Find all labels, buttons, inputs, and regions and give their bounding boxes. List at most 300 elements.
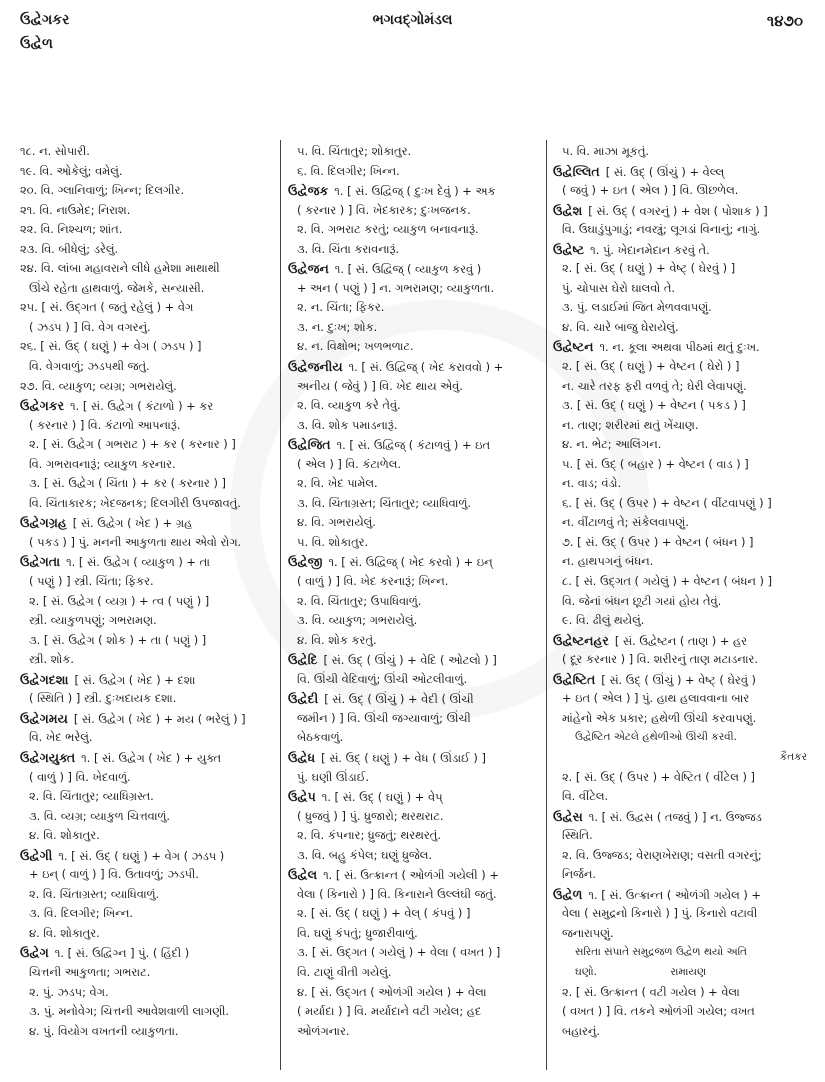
definition-text: ચિત્તની આકુળતા; ગભરાટ.: [29, 964, 151, 979]
headword: ઉદ્વેજી: [288, 554, 323, 570]
definition-text: પું. ચોપાસ ઘેરો ઘાલવો તે.: [562, 280, 675, 295]
definition-text: વિ. ઊંચી વેદિવાળું; ઊંચી ઓટલીવાળું.: [297, 671, 468, 686]
definition-text: ૧. [ સં. ઉદ્વિજ્ ( ખેદ કરાવવો ) +: [348, 360, 504, 375]
definition-text: નિર્જન.: [562, 867, 596, 882]
definition-text: વિ. ગભરાવનારૂં; વ્યાકુળ કરનાર.: [29, 456, 176, 471]
entry-line: [20, 259, 278, 279]
definition-text: + ઇત ( એલ ) ] પું. હાથ હલાવવાના બાર: [562, 691, 750, 706]
definition-text: ૨. પું. ઝડપ; વેગ.: [29, 984, 109, 999]
definition-text: ન. વીંટાળવું તે; સંકેલવાપણું.: [562, 515, 689, 530]
definition-text: ઉદ્વેષ્ટિત એટલે હથેળીઓ ઊંચી કરવી.: [575, 731, 738, 744]
entry-line: [288, 611, 546, 631]
definition-text: ૨. [ સં. ઉદ્ ( ઘણું ) + વેલ્ ( કંપવું ) ]: [297, 906, 471, 921]
entry-line: [288, 592, 546, 612]
entry-line: [553, 807, 811, 827]
entry-line: [553, 592, 811, 612]
definition-text: ૨. [ સં. ઉદ્ ( ઘણું ) + વેષ્ટ્ ( ઘેરવું ) ]: [562, 261, 736, 276]
definition-text: ૩. વિ. વ્યગ્ર; વ્યાકુળ ચિત્તવાળું.: [29, 808, 171, 823]
quotation-line: [553, 943, 811, 963]
quotation-source: [553, 748, 811, 768]
definition-text: પું. ઘણી ઊંડાઈ.: [297, 769, 370, 784]
entry-line: [288, 201, 546, 221]
entry-line: [553, 416, 811, 436]
entry-line: [288, 924, 546, 944]
headword: ઉદ્વેગ: [20, 945, 49, 961]
entry-line: [20, 162, 278, 182]
entry-line: [20, 846, 278, 866]
definition-text: ૩. [ સં. ઉદ્વેગ ( શોક ) + તા ( પણું ) ]: [29, 632, 207, 647]
entry-line: [288, 533, 546, 553]
definition-text: ૨. [ સં. ઉત્ક્રાન્ત ( વટી ગયેલ ) + વેલા: [562, 984, 740, 999]
entry-line: [20, 435, 278, 455]
first-guide-word: ઉદ્વેગકર: [20, 12, 70, 28]
headword: ઉદ્વેષ્ટિત: [553, 671, 596, 687]
headword: ઉદ્વેષ્ટ: [553, 241, 585, 257]
definition-text: ( વાળું ) ] વિ. ખેદ કરનારૂં; ખિન્ન.: [297, 574, 449, 589]
entry-line: [553, 631, 811, 651]
definition-text: [ સં. ઉદ્વેગ ( ખેદ ) + ગ્રહ: [72, 516, 193, 531]
definition-text: વિ. જેનાં બંધન છૂટી ગયાં હોય તેવું.: [562, 593, 722, 608]
headword: ઉદ્વેસ: [553, 808, 583, 824]
definition-text: ૩. પું. લડાઈમાં જિત મેળવવાપણું.: [562, 300, 712, 315]
entry-line: [20, 474, 278, 494]
definition-text: ૫. [ સં. ઉદ્ ( બહાર ) + વેષ્ટન ( વાડ ) ]: [562, 456, 749, 471]
entry-line: [553, 1002, 811, 1022]
entry-line: [553, 885, 811, 905]
definition-text: ૪. વિ. ચારે બાજુ ઘેરાયેલું.: [562, 319, 679, 334]
entry-line: [288, 377, 546, 397]
entry-line: [553, 533, 811, 553]
entry-line: [20, 416, 278, 436]
definition-text: ૧. [ સં. ઉદ્વેગ ( કંટાળો ) + કર: [70, 399, 214, 414]
entry-line: [20, 865, 278, 885]
definition-text: સરિતા સંપાતે સમુદ્રજળ ઉદ્વેળ થયો અતિ: [575, 946, 747, 959]
definition-text: ૪. [ સં. ઉદ્ગત ( ઓળંગી ગયેલ ) + વેલા: [297, 984, 487, 999]
definition-text: વિ. ખેદ ભરેલું.: [29, 730, 93, 745]
definition-text: વિ. ઉઘાડુંપુગાડું; નવસ્ત્રું; લૂગડાં વિનાનું; નાગું.: [562, 222, 761, 237]
entry-line: [20, 1002, 278, 1022]
column-1: [20, 142, 278, 1041]
definition-text: ઓળંગનાર.: [297, 1023, 350, 1038]
entry-line: [553, 650, 811, 670]
definition-text: ૧. [ સં. ઉદ્વિજ્ ( દુઃખ દેવું ) + અક: [334, 184, 496, 199]
definition-text: ૨૨. વિ. નિશ્ચળ; શાંત.: [20, 222, 123, 237]
entry-line: [288, 298, 546, 318]
entry-line: [288, 396, 546, 416]
definition-text: ૧. [ સં. ઉદ્ ( ઘણું ) + વેપ્: [321, 790, 443, 805]
entry-line: [20, 240, 278, 260]
entry-line: [20, 279, 278, 299]
entry-line: [288, 181, 546, 201]
definition-text: ૨. વિ. વ્યાકુળ કરે તેવું.: [297, 398, 401, 413]
entry-line: [553, 924, 811, 944]
definition-text: ( સ્થિતિ ) ] સ્ત્રી. દુઃખદાયક દશા.: [29, 691, 177, 706]
definition-text: ઊંચે રહેતા હાથવાળું. જેમકે, સન્યાસી.: [29, 280, 205, 295]
definition-text: ૩. વિ. બહુ કંપેલ; ઘણું ધ્રુજેલ.: [297, 847, 432, 862]
definition-text: ૪. ન. ભેટ; આલિંગન.: [562, 437, 662, 452]
headword: ઉદ્વેગગ્રહ: [20, 515, 67, 531]
entry-line: [553, 494, 811, 514]
entry-line: [288, 572, 546, 592]
entry-line: [553, 455, 811, 475]
entry-line: [553, 201, 811, 221]
definition-text: ૪. વિ. શોકાતુર.: [29, 828, 100, 843]
entry-line: [553, 787, 811, 807]
headword: ઉદ્વેજનીય: [288, 359, 343, 375]
definition-text: [ સં. ઉદ્ ( ઘણું ) + વેધ ( ઊંડાઈ ) ]: [321, 750, 486, 765]
definition-text: ૩. વિ. દિલગીર; ખિન્ન.: [29, 906, 133, 921]
entry-line: [288, 474, 546, 494]
definition-text: [ સં. ઉદ્વેષ્ટન ( તાણ ) + હર: [614, 633, 748, 648]
entry-line: [288, 650, 546, 670]
entry-line: [553, 904, 811, 924]
entry-line: [553, 552, 811, 572]
entry-line: [20, 768, 278, 788]
definition-text: ૮. [ સં. ઉદ્ગત ( ગયેલું ) + વેષ્ટન ( બંધન ) ]: [562, 574, 773, 589]
definition-text: ૨૦. વિ. ગ્લાનિવાળું; ખિન્ન; દિલગીર.: [20, 183, 185, 198]
headword: ઉદ્વેધ: [288, 749, 316, 765]
definition-text: વેલા ( સમુદ્રનો કિનારો ) ] પું. કિનારો વટાવી: [562, 906, 758, 921]
definition-text: ૬. [ સં. ઉદ્ ( ઉપર ) + વેષ્ટન ( વીંટવાપણું ) ]: [562, 495, 772, 510]
entry-line: [20, 494, 278, 514]
definition-text: ૩. ન. દુઃખ; શોક.: [297, 319, 378, 334]
column-divider: [280, 140, 281, 1070]
headword: ઉદ્વેદી: [288, 691, 319, 707]
definition-text: ૨. વિ. ચિંતાગ્રસ્ત; વ્યાધિવાળું.: [29, 886, 160, 901]
definition-text: [ સં. ઉદ્ ( ઊંચું ) + વેદિ ( ઓટલો ) ]: [323, 653, 497, 668]
definition-text: ૧૯. વિ. ઓકેલું; વમેલું.: [20, 163, 123, 178]
entry-line: [553, 318, 811, 338]
entry-line: [20, 142, 278, 162]
definition-text: ૭. [ સં. ઉદ્ ( ઉપર ) + વેષ્ટન ( બંધન ) ]: [562, 534, 754, 549]
definition-text: ૧. [ સં. ઉદ્વિજ્ ( વ્યાકુળ કરવું ): [334, 262, 482, 277]
definition-text: ૧. [ સં. ઉદ્વિગ્ન ] પું. ( હિંદી ): [54, 946, 190, 961]
entry-line: [20, 885, 278, 905]
entry-line: [288, 787, 546, 807]
definition-text: ૨. વિ. કંપનાર; ધ્રુજતું; થરથરતું.: [297, 828, 441, 843]
entry-line: [20, 650, 278, 670]
entry-line: [553, 337, 811, 357]
entry-line: [288, 220, 546, 240]
entry-line: [288, 259, 546, 279]
definition-text: ૪. વિ. ગભરાયેલું.: [297, 515, 376, 530]
definition-text: ૫. વિ. ચિંતાતુર; શોકાતુર.: [297, 144, 412, 158]
definition-text: ( દૂર કરનાર ) ] વિ. શરીરનું તાણ મટાડનાર.: [562, 652, 759, 667]
headword: ઉદ્વેગતા: [20, 554, 61, 570]
entry-line: [553, 611, 811, 631]
definition-text: ૪. ન. વિક્ષોભ; ખળભળાટ.: [297, 339, 414, 354]
entry-line: [20, 904, 278, 924]
entry-line: [288, 748, 546, 768]
definition-text: ૨. [ સં. ઉદ્ ( ઘણું ) + વેષ્ટન ( ઘેરો ) ]: [562, 359, 740, 374]
definition-text: ( વાળું ) ] વિ. ખેદવાળું.: [29, 769, 131, 784]
entry-line: [553, 240, 811, 260]
definition-text: [ સં. ઉદ્વેગ ( ખેદ ) + દશા: [74, 672, 196, 687]
headword: ઉદ્વેલ્લિત: [553, 163, 600, 179]
entry-line: [553, 220, 811, 240]
definition-text: ૧. પું. ખેદાનમેદાન કરવું તે.: [590, 242, 710, 257]
definition-text: ૨. [ સં. ઉદ્વેગ ( ગભરાટ ) + કર ( કરનાર ) ]: [29, 437, 236, 452]
entry-line: [553, 298, 811, 318]
definition-text: ૧. [ સં. ઉદ્વિજ્ ( ખેદ કરવો ) + ઇન્: [328, 555, 493, 570]
headword: ઉદ્વેગી: [20, 847, 53, 863]
definition-text: સ્ત્રી. વ્યાકુળપણું; ગભરામણ.: [29, 613, 157, 628]
definition-text: માંહેનો એક પ્રકાર; હથેળી ઊંચી કરવાપણું.: [562, 710, 757, 725]
entry-line: [288, 552, 546, 572]
definition-text: ( એલ ) ] વિ. કંટાળેલ.: [297, 456, 401, 471]
column-divider: [546, 140, 547, 1070]
entry-line: [553, 768, 811, 788]
entry-line: [553, 513, 811, 533]
definition-text: ૯. વિ. ઢીલું થયેલું.: [562, 613, 645, 628]
entry-line: [20, 318, 278, 338]
definition-text: + ઇન્ ( વાળું ) ] વિ. ઉતાવળું; ઝડપી.: [29, 867, 199, 882]
definition-text: ૧. [ સં. ઉત્ક્રાન્ત ( ઓળંગી ગયેલી ) +: [323, 868, 499, 883]
definition-text: જમીન ) ] વિ. ઊંચી જગ્યાવાળું; ઊંચી: [297, 710, 471, 725]
definition-text: ૨૩. વિ. બીધેલું; ડરેલું.: [20, 241, 119, 256]
entry-line: [20, 807, 278, 827]
entry-line: [20, 670, 278, 690]
entry-line: [553, 142, 811, 162]
headword: ઉદ્વેગદશા: [20, 671, 69, 687]
definition-text: ૩. વિ. ચિંતા કરાવનારૂં.: [297, 241, 400, 256]
entry-line: [20, 611, 278, 631]
definition-text: ૧૮. ન. સોપારી.: [20, 144, 90, 158]
headword: ઉદ્વેળ: [553, 886, 583, 902]
entry-line: [20, 572, 278, 592]
entry-line: [553, 181, 811, 201]
definition-text: ૨. [ સં. ઉદ્ ( ઉપર ) + વેષ્ટિત ( વીંટેલ ) ]: [562, 769, 756, 784]
definition-text: જનારાપણું.: [562, 925, 614, 940]
definition-text: ૩. વિ. ચિંતાગ્રસ્ત; ચિંતાતુર; વ્યાધિવાળું.: [297, 495, 471, 510]
entry-line: [20, 728, 278, 748]
headword: ઉદ્વેલ: [288, 867, 318, 883]
definition-text: વિ. ઘણું કંપતું; ધ્રુજારીવાળું.: [297, 925, 418, 940]
definition-text: ૨૪. વિ. લાંબા મહાવરાને લીધે હમેશા માથાથી: [20, 261, 220, 276]
definition-text: ૧. [ સં. ઉદ્વસ ( તજવું ) ] ન. ઉજ્જડ: [588, 809, 762, 824]
definition-text: ૩. [ સં. ઉદ્ગત ( ગયેલું ) + વેલા ( વખત ) ]: [297, 945, 501, 960]
definition-text: ૧. [ સં. ઉદ્વિજ્ ( કંટાળવું ) + ઇત: [336, 438, 490, 453]
entry-line: [20, 337, 278, 357]
definition-text: ૨૬. [ સં. ઉદ્ ( ઘણું ) + વેગ ( ઝડપ ) ]: [20, 339, 202, 354]
entry-line: [20, 924, 278, 944]
entry-line: [20, 631, 278, 651]
headword: ઉદ્વેજક: [288, 183, 329, 199]
headword: ઉદ્વેષ્ટન: [553, 339, 594, 355]
entry-line: [553, 377, 811, 397]
definition-text: ૨. વિ. ઉજ્જડ; વેરાણખેરાણ; વસતી વગરનું;: [562, 847, 762, 862]
definition-text: વિ. ટાણું વીતી ગયેલું.: [297, 964, 392, 979]
definition-text: [ સં. ઉદ્ ( વગરનું ) + વેશ ( પોશાક ) ]: [588, 203, 768, 218]
entry-line: [20, 201, 278, 221]
entry-line: [20, 357, 278, 377]
definition-text: ન. તાણ; શરીરમાં થતું ખેંચાણ.: [562, 417, 699, 432]
definition-text: ૧. [ સં. ઉદ્ ( ઘણું ) + વેગ ( ઝડપ ): [58, 848, 225, 863]
entry-line: [553, 689, 811, 709]
entry-line: [20, 689, 278, 709]
headword: ઉદ્વેગયુક્ત: [20, 749, 76, 765]
entry-line: [553, 670, 811, 690]
definition-text: [ સં. ઉદ્ ( ઊંચું ) + વેદી ( ઊંચી: [324, 692, 474, 707]
entry-line: [288, 513, 546, 533]
definition-text: સ્ત્રી. શોક.: [29, 652, 75, 667]
definition-text: ૩. વિ. શોક પમાડનારૂં.: [297, 417, 398, 432]
entry-line: [288, 416, 546, 436]
entry-line: [288, 670, 546, 690]
definition-text: વિ. ચિંતાકારક; ખેદજનક; દિલગીરી ઉપજાવતું.: [29, 495, 241, 510]
entry-line: [20, 298, 278, 318]
entry-line: [288, 357, 546, 377]
quotation-line: [553, 728, 811, 748]
headword: ઉદ્વેદિ: [288, 652, 318, 668]
entry-line: [553, 357, 811, 377]
definition-text: ( ધ્રુજવું ) ] પું. ધ્રુજારો; થરથરાટ.: [297, 808, 444, 823]
definition-text: કૈતકર: [779, 750, 807, 763]
entry-line: [288, 455, 546, 475]
definition-text: ૪. વિ. શોકાતુર.: [29, 925, 100, 940]
entry-line: [20, 1022, 278, 1042]
definition-text: + અન ( પણું ) ] ન. ગભરામણ; વ્યાકુળતા.: [297, 280, 495, 295]
entry-line: [20, 983, 278, 1003]
definition-text: ૨. વિ. ચિંતાતુર; વ્યાધિગ્રસ્ત.: [29, 789, 154, 804]
definition-text: ( પણું ) ] સ્ત્રી. ચિંતા; ફિકર.: [29, 574, 154, 589]
definition-text: ( વખત ) ] વિ. તકને ઓળંગી ગયેલ; વખત: [562, 1004, 755, 1019]
entry-line: [553, 572, 811, 592]
definition-text: [ સં. ઉદ્ ( ઊંચું ) + વેષ્ટ્ ( ઘેરવું ): [601, 672, 756, 687]
definition-text: ૧. [ સં. ઉદ્વેગ ( ખેદ ) + યુક્ત: [81, 750, 222, 765]
entry-line: [20, 826, 278, 846]
entry-line: [288, 885, 546, 905]
entry-line: [288, 865, 546, 885]
column-2: [288, 142, 546, 1041]
entry-line: [553, 1022, 811, 1042]
last-guide-word: ઉદ્વેળ: [20, 36, 53, 52]
entry-line: [20, 552, 278, 572]
definition-text: ૧. [ સં. ઉદ્વેગ ( વ્યાકુળ ) + તા: [66, 555, 210, 570]
definition-text: ( પકડ ) ] પું. મનની આકુળતા થાય એવો રોગ.: [29, 534, 242, 549]
definition-text: ૩. [ સં. ઉદ્ ( ઘણું ) + વેષ્ટન ( પકડ ) ]: [562, 398, 746, 413]
definition-text: ( જવું ) + ઇત ( એલ ) ] વિ. ઊછળેલ.: [562, 183, 739, 198]
entry-line: [553, 709, 811, 729]
entry-line: [288, 689, 546, 709]
definition-text: ( મર્યાદા ) ] વિ. મર્યાદાને વટી ગયેલ; હદ: [297, 1004, 482, 1019]
definition-text: ૨. [ સં. ઉદ્વેગ ( વ્યગ્ર ) + ત્વ ( પણું ) ]: [29, 593, 210, 608]
definition-text: ૪. પું. વિયોગ વખતની વ્યાકુળતા.: [29, 1023, 179, 1038]
entry-line: [20, 220, 278, 240]
headword: ઉદ્વેષ્ટનહર: [553, 632, 609, 648]
column-3: [553, 142, 811, 1041]
definition-text: ન. હાથપગનું બંધન.: [562, 554, 654, 569]
entry-line: [288, 162, 546, 182]
entry-line: [20, 963, 278, 983]
entry-line: [288, 435, 546, 455]
entry-line: [288, 943, 546, 963]
definition-text: [ સં. ઉદ્ ( ઊંચું ) + વેલ્લ્: [605, 164, 725, 179]
page-number: ૧૪૭૦: [766, 12, 803, 30]
definition-text: ૨. વિ. ચિંતાતુર; ઉપાધિવાળું.: [297, 593, 422, 608]
definition-text: ૧. [ સં. ઉત્ક્રાન્ત ( ઓળંગી ગયેલ ) +: [588, 887, 761, 902]
entry-line: [20, 533, 278, 553]
running-title: ભગવદ્ગોમંડલ: [372, 12, 453, 28]
headword: ઉદ્વેગકર: [20, 398, 65, 414]
entry-line: [553, 162, 811, 182]
quotation-line: [553, 963, 811, 983]
definition-text: ૬. વિ. દિલગીર; ખિન્ન.: [297, 163, 400, 178]
headword: ઉદ્વેગમય: [20, 710, 68, 726]
definition-text: ૨. વિ. ગભરાટ કરતું; વ્યાકુળ બનાવનારૂં.: [297, 222, 479, 237]
entry-line: [288, 807, 546, 827]
definition-text: વિ. વેગવાળું; ઝડપથી જતું.: [29, 359, 150, 374]
entry-line: [288, 337, 546, 357]
entry-line: [288, 240, 546, 260]
definition-text: [ સં. ઉદ્વેગ ( ખેદ ) + મય ( ભરેલું ) ]: [73, 711, 246, 726]
definition-text: ૩. પું. મનોવેગ; ચિત્તની આવેશવાળી લાગણી.: [29, 1004, 230, 1019]
definition-text: ૨૫. [ સં. ઉદ્ગત ( જતું રહેલું ) + વેગ: [20, 300, 194, 315]
definition-text: વિ. વીંટેલ.: [562, 789, 609, 804]
entry-line: [20, 396, 278, 416]
entry-line: [288, 728, 546, 748]
definition-text: ( કરનાર ) ] વિ. કંટાળો આપનારૂં.: [29, 417, 181, 432]
entry-line: [20, 513, 278, 533]
entry-line: [553, 474, 811, 494]
definition-text: વેલા ( કિનારો ) ] વિ. કિનારાને ઉલ્લંઘી જતું.: [297, 886, 497, 901]
entry-line: [553, 435, 811, 455]
entry-line: [288, 494, 546, 514]
entry-line: [288, 709, 546, 729]
entry-line: [288, 142, 546, 162]
definition-text: ( ઝડપ ) ] વિ. વેગ વગરનું.: [29, 319, 151, 334]
entry-line: [288, 826, 546, 846]
definition-text: ૩. [ સં. ઉદ્વેગ ( ચિંતા ) + કર ( કરનાર ) ]: [29, 476, 226, 491]
definition-text: સ્થિતિ.: [562, 828, 593, 843]
entry-line: [288, 279, 546, 299]
entry-line: [20, 181, 278, 201]
entry-line: [553, 396, 811, 416]
entry-line: [288, 318, 546, 338]
definition-text: અનીય ( જેવું ) ] વિ. ખેદ થાય એવું.: [297, 378, 463, 393]
definition-text: ૨. ન. ચિંતા; ફિકર.: [297, 300, 385, 315]
entry-line: [288, 846, 546, 866]
definition-text: ૨૭. વિ. વ્યાકુળ; વ્યગ્ર; ગભરાયેલું.: [20, 378, 177, 393]
entry-line: [288, 1022, 546, 1042]
entry-line: [288, 631, 546, 651]
headword: ઉદ્વેપ: [288, 789, 316, 805]
definition-text: ૨૧. વિ. નાઉમેદ; નિરાશ.: [20, 202, 131, 217]
headword: ઉદ્વેજન: [288, 261, 329, 277]
entry-line: [288, 963, 546, 983]
entry-line: [553, 826, 811, 846]
headword: ઉદ્વેશ: [553, 202, 583, 218]
entry-line: [20, 748, 278, 768]
headword: ઉદ્વેજિત: [288, 437, 331, 453]
definition-text: ( કરનાર ) ] વિ. ખેદકારક; દુઃખજનક.: [297, 202, 471, 217]
definition-text: ૫. વિ. શોકાતુર.: [297, 534, 369, 549]
definition-text: ન. ચારે તરફ ફરી વળવું તે; ઘેરી લેવાપણું.: [562, 378, 747, 393]
entry-line: [553, 279, 811, 299]
definition-text: ૧. ન. કૂલા અથવા પીઠમાં થતું દુઃખ.: [599, 340, 760, 355]
entry-line: [20, 943, 278, 963]
definition-text: ૫. વિ. માઝા મૂકતું.: [562, 144, 650, 158]
entry-line: [20, 455, 278, 475]
entry-line: [553, 846, 811, 866]
definition-text: બેઠકવાળું.: [297, 730, 344, 745]
entry-line: [20, 592, 278, 612]
definition-text: ૨. વિ. ખેદ પામેલ.: [297, 476, 378, 491]
entry-line: [553, 865, 811, 885]
entry-line: [553, 259, 811, 279]
entry-line: [288, 983, 546, 1003]
entry-line: [20, 787, 278, 807]
